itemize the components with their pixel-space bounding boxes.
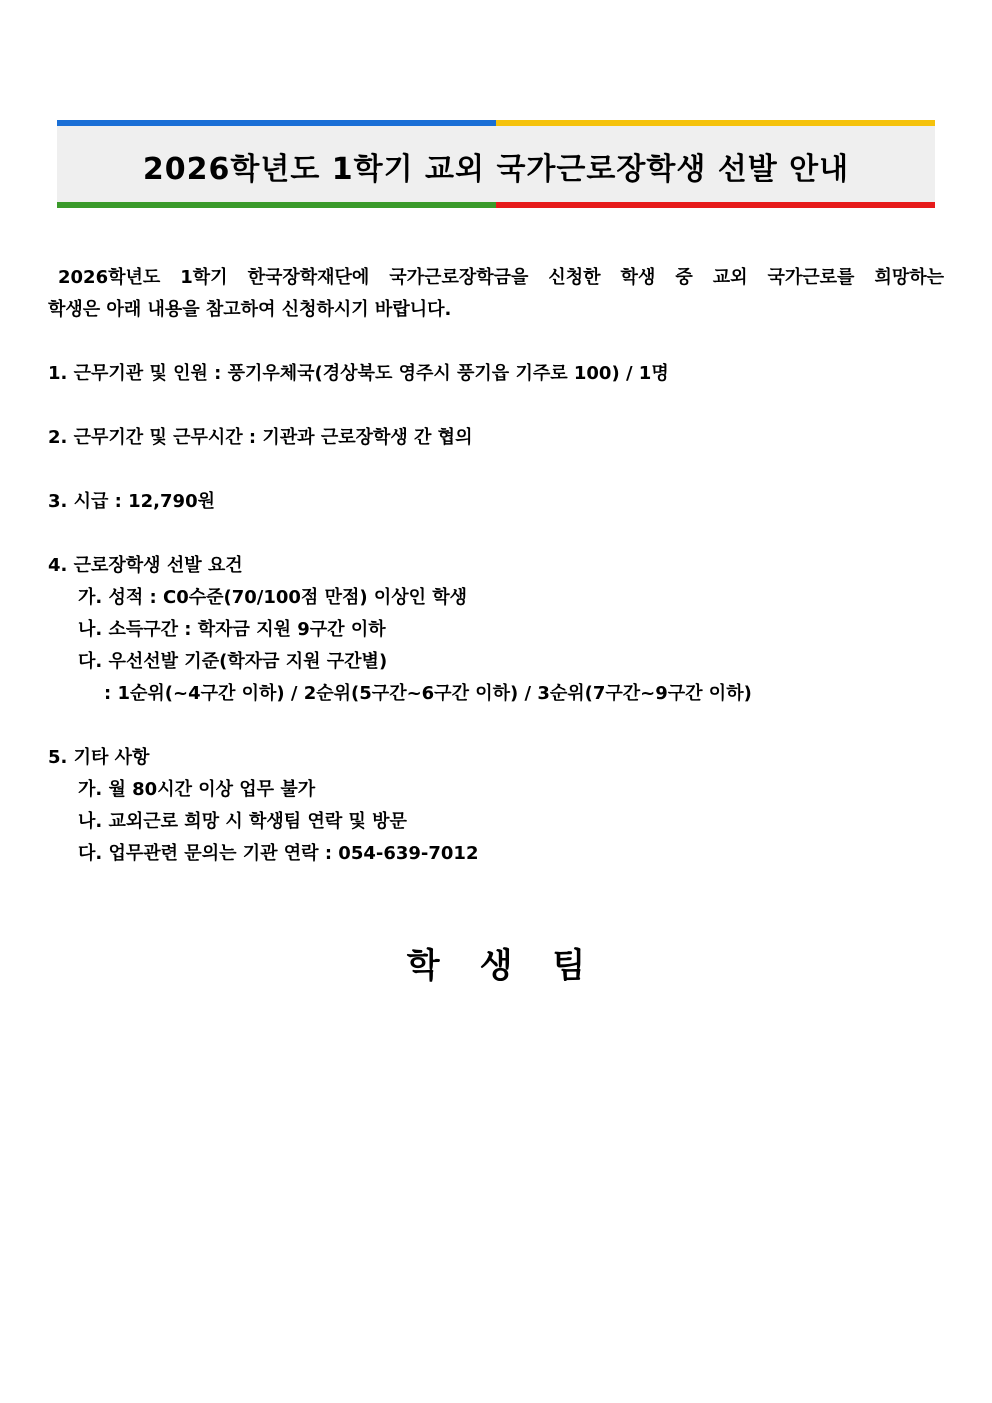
title-bar-bottom-right bbox=[496, 202, 935, 208]
section-4-item-b: 나. 소득구간 : 학자금 지원 9구간 이하 bbox=[78, 619, 386, 640]
section-5-item-c: 다. 업무관련 문의는 기관 연락 : 054-639-7012 bbox=[78, 843, 479, 864]
issuer-team: 학생팀 bbox=[406, 946, 626, 986]
section-1-text: 1. 근무기관 및 인원 : 풍기우체국(경상북도 영주시 풍기읍 기주로 100) / 1명 bbox=[48, 363, 669, 384]
section-5-item-a: 가. 월 80시간 이상 업무 불가 bbox=[78, 779, 316, 800]
section-4-heading: 4. 근로장학생 선발 요건 bbox=[48, 555, 243, 576]
title-bar-top-right bbox=[496, 120, 935, 126]
section-1 bbox=[48, 358, 948, 390]
intro-line-1: 2026학년도 1학기 한국장학재단에 국가근로장학금을 신청한 학생 중 교외 국가근로를 희망하는 bbox=[58, 267, 944, 288]
section-5-heading: 5. 기타 사항 bbox=[48, 747, 150, 768]
section-3-text: 3. 시급 : 12,790원 bbox=[48, 491, 215, 512]
intro-paragraph bbox=[48, 262, 948, 326]
section-5-item-b: 나. 교외근로 희망 시 학생팀 연락 및 방문 bbox=[78, 811, 407, 832]
section-4-item-c-detail: : 1순위(~4구간 이하) / 2순위(5구간~6구간 이하) / 3순위(7구간~9구간 이하) bbox=[104, 683, 752, 704]
section-2 bbox=[48, 422, 948, 454]
section-2-text: 2. 근무기간 및 근무시간 : 기관과 근로장학생 간 협의 bbox=[48, 427, 473, 448]
title-bar-bottom-left bbox=[57, 202, 496, 208]
section-4-item-a: 가. 성적 : C0수준(70/100점 만점) 이상인 학생 bbox=[78, 587, 468, 608]
title-bar-top-left bbox=[57, 120, 496, 126]
title-box bbox=[57, 120, 935, 208]
intro-line-2: 학생은 아래 내용을 참고하여 신청하시기 바랍니다. bbox=[48, 299, 452, 320]
section-3 bbox=[48, 486, 948, 518]
section-4-item-c: 다. 우선선발 기준(학자금 지원 구간별) bbox=[78, 651, 388, 672]
section-4 bbox=[48, 550, 948, 710]
section-5 bbox=[48, 742, 948, 870]
page-title: 2026학년도 1학기 교외 국가근로장학생 선발 안내 bbox=[142, 152, 850, 187]
